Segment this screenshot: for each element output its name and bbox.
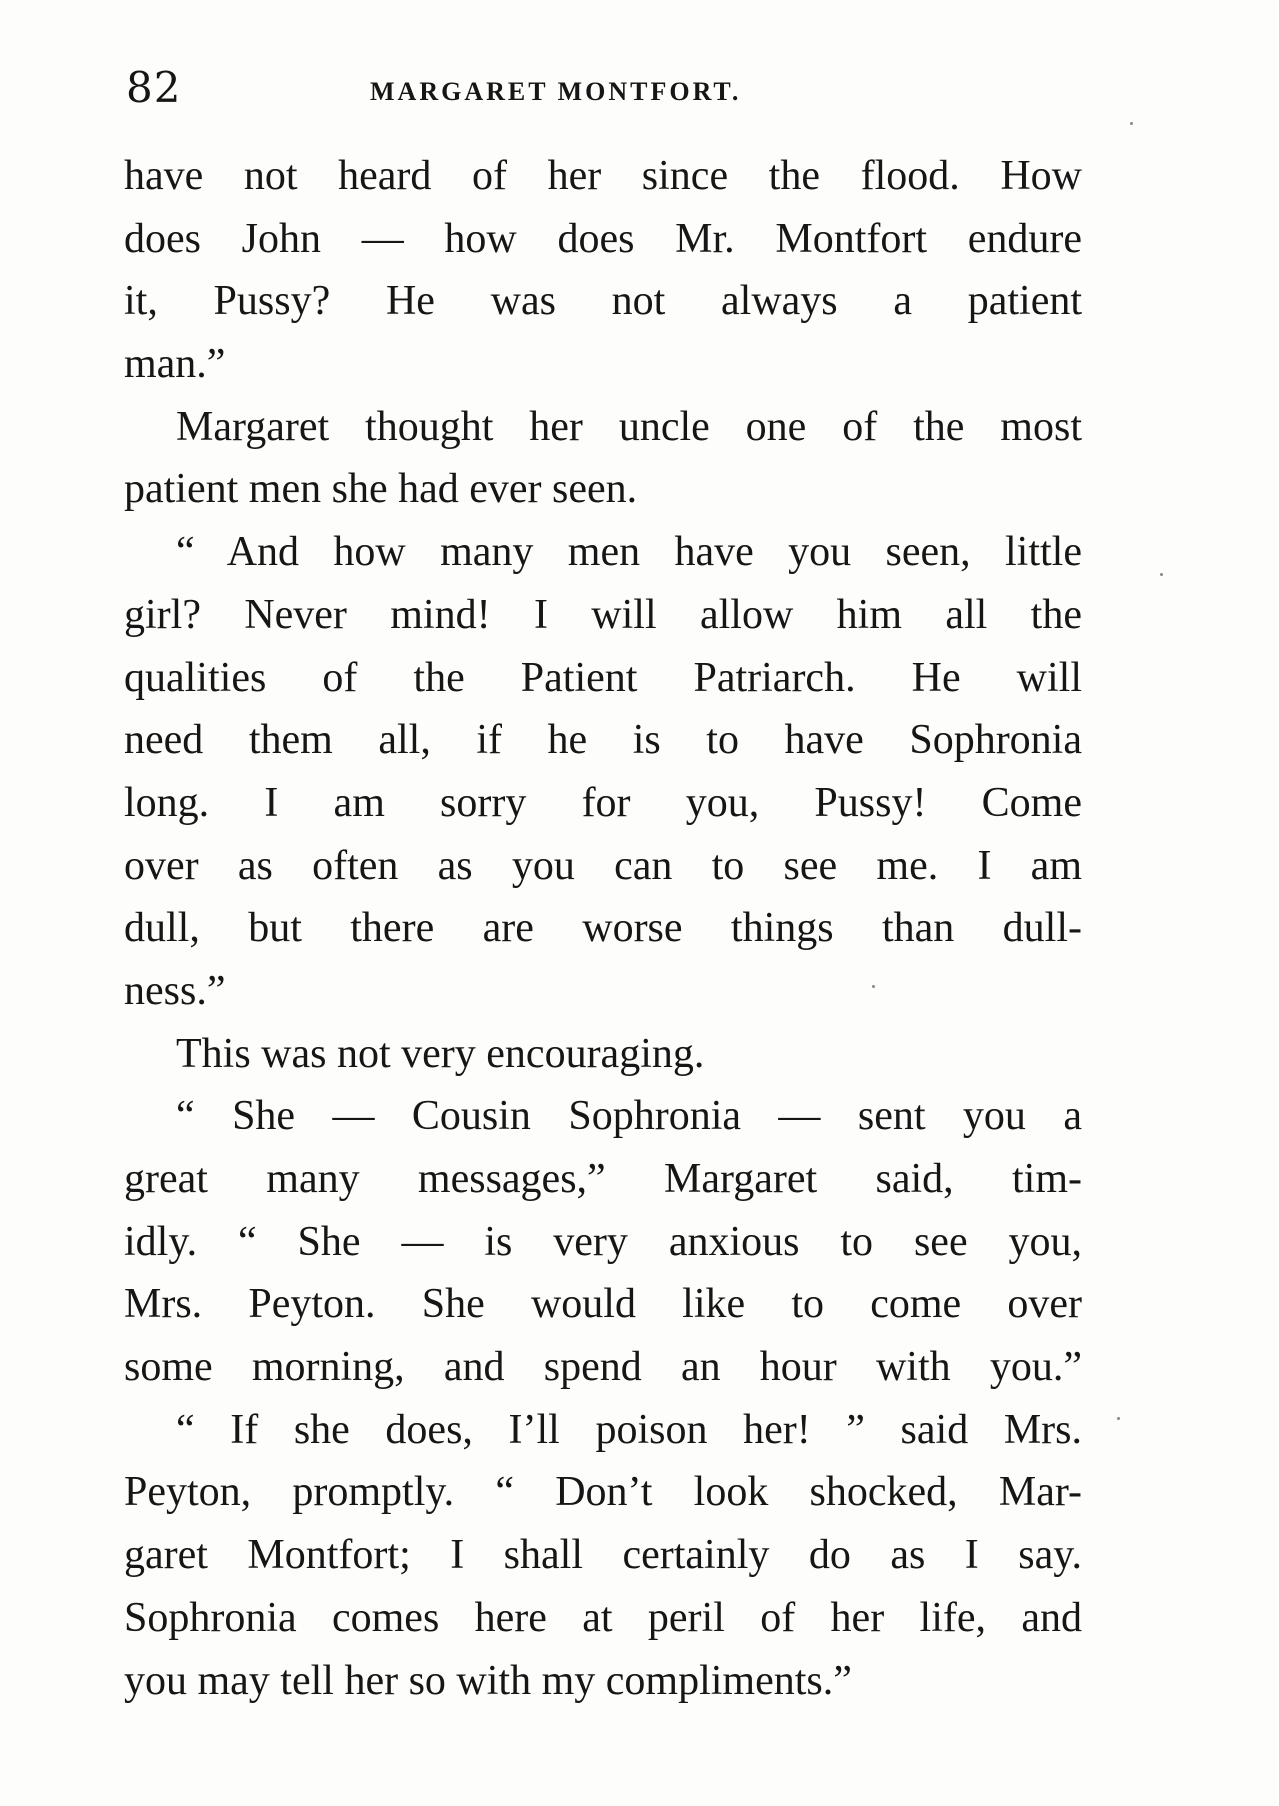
- text-line: you may tell her so with my compliments.”: [124, 1657, 852, 1704]
- text-line: great many messages,” Margaret said, tim-: [124, 1156, 1082, 1202]
- text-line: idly. “ She — is very anxious to see you,: [124, 1218, 1082, 1265]
- text-line: over as often as you can to see me. I am: [124, 842, 1082, 889]
- text-line: long. I am sorry for you, Pussy! Come: [124, 779, 1082, 826]
- paper-speck: [1117, 1417, 1120, 1420]
- text-line: have not heard of her since the flood. How: [124, 153, 1082, 199]
- paper-speck: [1160, 573, 1163, 576]
- text-line: garet Montfort; I shall certainly do as I say.: [124, 1532, 1082, 1579]
- paper-speck: [1130, 122, 1133, 125]
- text-line: Mrs. Peyton. She would like to come over: [124, 1281, 1082, 1328]
- text-line: Sophronia comes here at peril of her life, and: [124, 1594, 1082, 1641]
- text-line: “ And how many men have you seen, little: [176, 529, 1082, 576]
- body-text: [124, 145, 1082, 1712]
- page-header: [126, 58, 1076, 118]
- page-number: 82: [126, 63, 182, 112]
- text-line: dull, but there are worse things than dull-: [124, 905, 1082, 952]
- text-line: Peyton, promptly. “ Don’t look shocked, Mar-: [124, 1469, 1082, 1516]
- paper-speck: [872, 985, 875, 988]
- text-line: ness.”: [124, 967, 226, 1014]
- text-line: man.”: [124, 341, 226, 388]
- text-line: does John — how does Mr. Montfort endure: [124, 215, 1082, 262]
- running-title: MARGARET MONTFORT.: [370, 77, 742, 106]
- text-line: “ If she does, I’ll poison her! ” said Mrs.: [176, 1406, 1082, 1453]
- text-line: Margaret thought her uncle one of the most: [176, 403, 1082, 450]
- text-line: This was not very encouraging.: [176, 1030, 705, 1077]
- text-line: “ She — Cousin Sophronia — sent you a: [176, 1093, 1082, 1140]
- text-line: girl? Never mind! I will allow him all the: [124, 591, 1082, 638]
- text-line: need them all, if he is to have Sophronia: [124, 717, 1082, 764]
- text-line: qualities of the Patient Patriarch. He will: [124, 654, 1082, 701]
- text-line: it, Pussy? He was not always a patient: [124, 278, 1082, 325]
- text-line: some morning, and spend an hour with you.”: [124, 1344, 1082, 1391]
- text-line: patient men she had ever seen.: [124, 466, 638, 513]
